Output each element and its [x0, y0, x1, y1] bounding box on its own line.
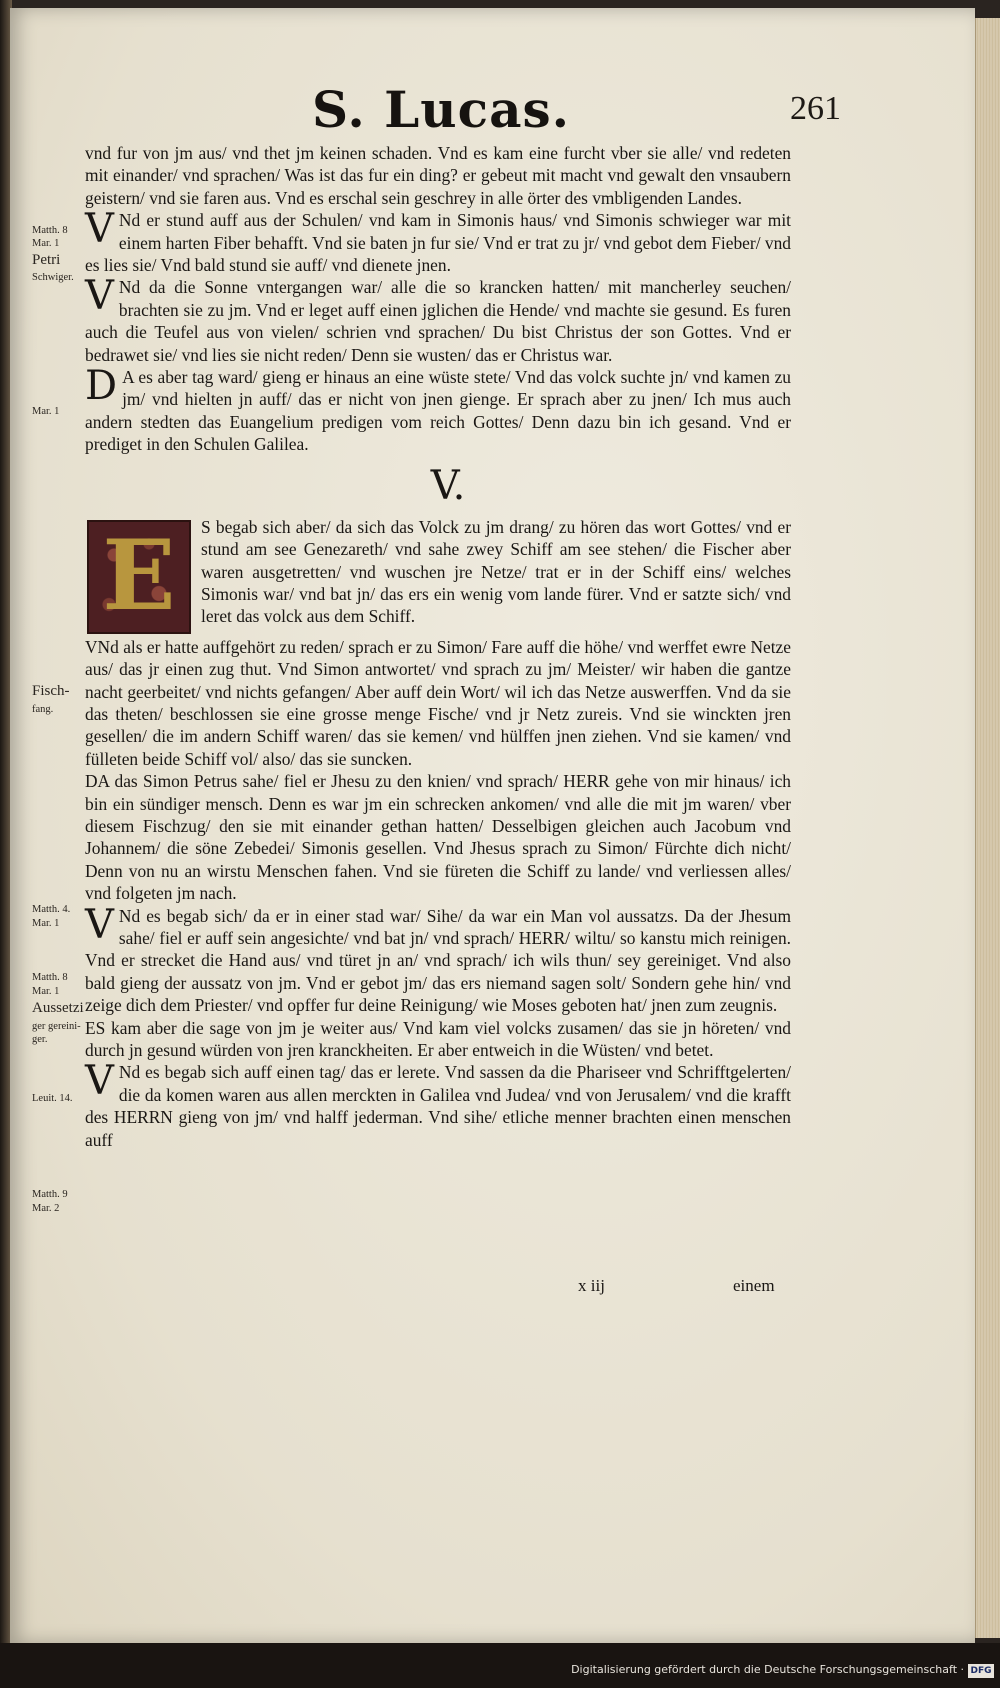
- margin-note: Aussetzi: [32, 1000, 84, 1016]
- initial-letter: V: [85, 273, 114, 320]
- paragraph: S begab sich aber/ da sich das Volck zu jm drang/ zu hören das wort Gottes/ vnd er stund am see Genezareth/ vnd sahe zwey Schiff am see stehen/ die Fischer aber waren ausgetretten/ vnd wuschen jre Netze/ trat er in der Schiff eins/ welches Simonis war/ vnd bat jn/ das ers ein wenig vom lande fürer. Vnd er satzte sich/ vnd leret das volck aus dem Schiff.: [201, 516, 791, 627]
- signature-mark: x iij: [578, 1276, 605, 1295]
- paragraph-text: Nd da die Sonne vntergangen war/ alle die so krancken hatten/ mit mancherley seuchen/ brachten sie zu jm. Vnd er leget auff einen jglichen die Hende/ vnd machte sie gesund. Es furen auch die Teufel aus von vielen/ schrien vnd sprachen/ Du bist Christus der son Gottes. Vnd er bedrawet sie/ vnd lies sie nicht reden/ Denn sie wusten/ das er Christus war.: [85, 277, 791, 365]
- margin-note: ger gereini-: [32, 1021, 81, 1032]
- chapter-heading: V.: [430, 462, 466, 509]
- dfg-logo: DFG: [968, 1664, 994, 1678]
- chapter-opening: [85, 516, 791, 632]
- footer-bar: [0, 1643, 1000, 1688]
- margin-note: Schwiger.: [32, 272, 74, 283]
- margin-note: Mar. 1: [32, 406, 60, 417]
- catchword: einem: [733, 1276, 775, 1295]
- paragraph: [85, 206, 791, 276]
- paragraph: [85, 901, 791, 1017]
- initial-letter: V: [85, 1058, 114, 1105]
- initial-letter: V: [85, 206, 114, 253]
- paragraph-text: A es aber tag ward/ gieng er hinaus an eine wüste stete/ Vnd das volck suchte jn/ vnd kamen zu jm/ vnd hielten jn auff/ das er nicht von jnen gienge. Er sprach aber zu jnen/ Ich mus auch andern stedten das Euangelium predigen vom reich Gottes/ Denn dazu bin ich gesand. Vnd er prediget in den Schulen Galilea.: [85, 367, 791, 455]
- margin-note: Matth. 4.: [32, 904, 71, 915]
- drop-cap-letter: E: [102, 518, 176, 632]
- paragraph: [85, 1058, 791, 1151]
- margin-note: Petri: [32, 252, 61, 268]
- initial-letter: V: [85, 901, 114, 948]
- paragraph-text: Nd es begab sich auff einen tag/ das er lerete. Vnd sassen da die Phariseer vnd Schrifftgelerten/ die da komen waren aus allen merckten in Galilea vnd Judea/ vnd von Jerusalem/ vnd die krafft des HERRN gieng von jm/ vnd halff jederman. Vnd sihe/ etliche menner brachten einen menschen auff: [85, 1062, 791, 1150]
- page-edges: [975, 18, 1000, 1638]
- funding-credit: Digitalisierung gefördert durch die Deutsche Forschungsgemeinschaft ·: [571, 1663, 964, 1676]
- initial-letter: D: [85, 363, 118, 410]
- margin-note: Mar. 1: [32, 238, 60, 249]
- margin-note: Matth. 9: [32, 1189, 68, 1200]
- paragraph: vnd fur von jm aus/ vnd thet jm keinen schaden. Vnd es kam eine furcht vber sie alle/ vnd redeten mit einander/ vnd sprachen/ Was ist das fur ein ding? er gebeut mit macht vnd gewalt den vnsaubern geistern/ vnd sie faren aus. Vnd es erschal sein geschrey in alle örter des vmbligenden Landes.: [85, 143, 791, 208]
- ornamental-initial-image: [87, 520, 191, 634]
- margin-note: Mar. 1: [32, 986, 60, 997]
- paragraph: [85, 363, 791, 456]
- margin-note: ger.: [32, 1034, 48, 1045]
- margin-note: Matth. 8: [32, 972, 68, 983]
- paragraph: VNd als er hatte auffgehört zu reden/ sprach er zu Simon/ Fare auff die höhe/ vnd werffet ewre Netze aus/ das jr einen zug thut. Vnd Simon antwortet/ vnd sprach zu jm/ Meister/ wir haben die gantze nacht geerbeitet/ vnd nichts gefangen/ Aber auff dein Wort/ wil ich das Netze auswerffen. Vnd da sie das theten/ beschlossen sie eine grosse menge Fische/ vnd jr Netz zureis. Vnd sie winckten jren gesellen/ die im andern Schiff waren/ das sie kemen/ vnd hülffen jnen ziehen. Vnd sie kamen/ vnd fülleten beide Schiff vol/ also/ das sie suncken.: [85, 636, 791, 769]
- margin-note: fang.: [32, 704, 54, 715]
- margin-note: Fisch-: [32, 683, 70, 699]
- paragraph: [85, 273, 791, 366]
- margin-note: Leuit. 14.: [32, 1093, 73, 1104]
- paragraph: ES kam aber die sage von jm je weiter aus/ Vnd kam viel volcks zusamen/ das sie jn höreten/ vnd durch jn gesund würden von jren kranckheiten. Er aber entweich in die Wüsten/ vnd betet.: [85, 1017, 791, 1060]
- margin-note: Mar. 2: [32, 1203, 60, 1214]
- paragraph-text: Nd er stund auff aus der Schulen/ vnd kam in Simonis haus/ vnd Simonis schwieger war mit einem harten Fiber behafft. Vnd sie baten jn fur sie/ Vnd er trat zu jr/ vnd gebot dem Fieber/ vnd es lies sie/ Vnd bald stund sie auff/ vnd dienete jnen.: [85, 210, 791, 276]
- margin-note: Matth. 8: [32, 225, 68, 236]
- page-number: 261: [790, 90, 841, 127]
- margin-note: Mar. 1: [32, 918, 60, 929]
- paragraph: DA das Simon Petrus sahe/ fiel er Jhesu zu den knien/ vnd sprach/ HERR gehe von mir hinaus/ ich bin ein sündiger mensch. Denn es war jm ein schrecken ankomen/ vnd alle die mit jm waren/ vber diesem Fischzug/ den sie mit einander gethan hatten/ Desselbigen gleichen auch Jacobum vnd Johannem/ die söne Zebedei/ Simonis gesellen. Vnd Jhesus sprach zu Simon/ Fürchte dich nicht/ Denn von nu an wirstu Menschen fahen. Vnd sie füreten die Schiff zu lande/ vnd verliessen alles/ vnd folgeten jm nach.: [85, 771, 791, 904]
- running-title: S. Lucas.: [312, 80, 571, 139]
- paragraph-text: Nd es begab sich/ da er in einer stad war/ Sihe/ da war ein Man vol aussatzs. Da der Jhesum sahe/ fiel er auff sein angesichte/ vnd bat jn/ vnd sprach/ HERR/ wiltu/ so kanstu mich reinigen. Vnd er strecket die Hand aus/ vnd türet jn an/ vnd sprach/ ich wils thun/ sey gereiniget. Vnd also bald gieng der aussatz von jm. Vnd er gebot jm/ das ers niemand sagen solt/ Sondern gehe hin/ vnd zeige dich dem Priester/ vnd opffer fur deine Reinigung/ wie Moses geboten hat/ jnen zum zeugnis.: [85, 905, 791, 1016]
- main-text-column: [85, 142, 791, 1151]
